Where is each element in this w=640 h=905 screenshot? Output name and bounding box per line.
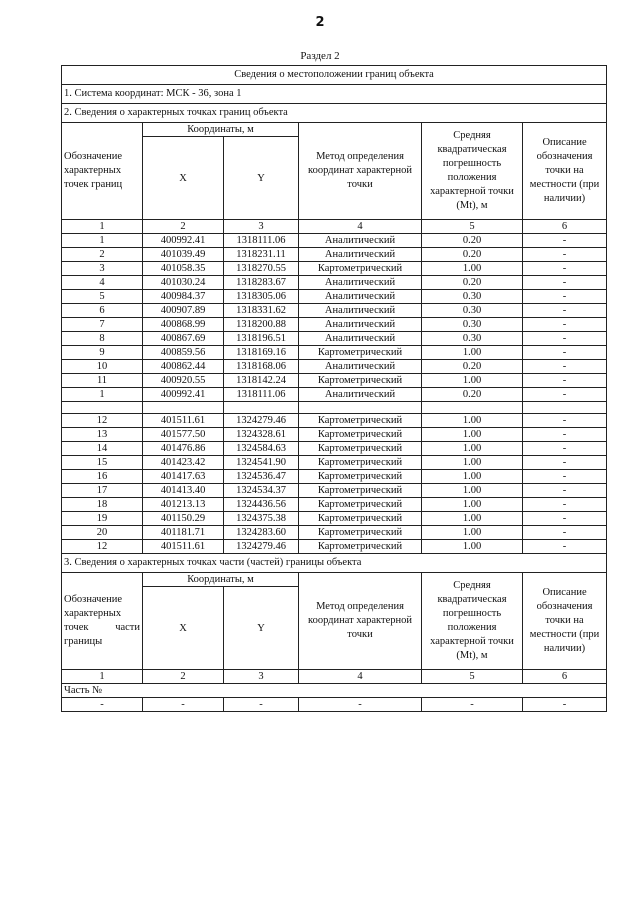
x-coordinate: 400859.56 xyxy=(143,346,224,360)
error-cell: 1.00 xyxy=(422,262,523,276)
column-number-cell: 3 xyxy=(224,220,299,234)
error-cell: 0.30 xyxy=(422,290,523,304)
y-coordinate: 1324536.47 xyxy=(224,470,299,484)
part-row xyxy=(62,698,607,712)
x-header: X xyxy=(143,137,224,220)
y-coordinate: 1318111.06 xyxy=(224,388,299,402)
table-row xyxy=(62,456,607,470)
point-number: 12 xyxy=(62,540,143,554)
point-number: 5 xyxy=(62,290,143,304)
x-coordinate: 401181.71 xyxy=(143,526,224,540)
point-number: 15 xyxy=(62,456,143,470)
table-row xyxy=(62,318,607,332)
x-coordinate: 401058.35 xyxy=(143,262,224,276)
description-cell: - xyxy=(523,262,607,276)
x-coordinate: 401413.40 xyxy=(143,484,224,498)
table-row xyxy=(62,276,607,290)
method-cell: Картометрический xyxy=(299,374,422,388)
part-cell: - xyxy=(62,698,143,712)
column-number-cell: 5 xyxy=(422,220,523,234)
description-cell: - xyxy=(523,484,607,498)
y-coordinate: 1324375.38 xyxy=(224,512,299,526)
description-cell: - xyxy=(523,290,607,304)
error-cell: 0.30 xyxy=(422,318,523,332)
error-cell: 1.00 xyxy=(422,414,523,428)
y-header: Y xyxy=(224,137,299,220)
point-number: 9 xyxy=(62,346,143,360)
table-row xyxy=(62,262,607,276)
description-cell: - xyxy=(523,248,607,262)
error-header-2: Средняя квадратическая погрешность положения характерной точки (Mt), м xyxy=(422,573,523,670)
table-row xyxy=(62,234,607,248)
description-cell: - xyxy=(523,234,607,248)
x-coordinate: 401213.13 xyxy=(143,498,224,512)
error-cell: 0.30 xyxy=(422,304,523,318)
description-cell: - xyxy=(523,428,607,442)
table-row xyxy=(62,442,607,456)
column-number-cell: 4 xyxy=(299,670,422,684)
section2-title: 2. Сведения о характерных точках границ объекта xyxy=(62,104,607,123)
method-cell: Аналитический xyxy=(299,248,422,262)
table-row xyxy=(62,484,607,498)
description-cell: - xyxy=(523,498,607,512)
method-header-2: Метод определения координат характерной точки xyxy=(299,573,422,670)
description-cell: - xyxy=(523,374,607,388)
point-number: 12 xyxy=(62,414,143,428)
description-cell: - xyxy=(523,360,607,374)
description-cell: - xyxy=(523,332,607,346)
error-cell: 1.00 xyxy=(422,428,523,442)
x-coordinate: 401423.42 xyxy=(143,456,224,470)
y-header-2: Y xyxy=(224,587,299,670)
x-coordinate: 401417.63 xyxy=(143,470,224,484)
boundaries-table xyxy=(61,65,607,712)
y-coordinate: 1324279.46 xyxy=(224,414,299,428)
error-cell: 1.00 xyxy=(422,512,523,526)
point-number: 7 xyxy=(62,318,143,332)
method-cell: Картометрический xyxy=(299,470,422,484)
table-row xyxy=(62,512,607,526)
x-coordinate: 401511.61 xyxy=(143,414,224,428)
method-cell: Аналитический xyxy=(299,318,422,332)
description-cell: - xyxy=(523,318,607,332)
description-cell: - xyxy=(523,388,607,402)
y-coordinate: 1318305.06 xyxy=(224,290,299,304)
description-cell: - xyxy=(523,540,607,554)
error-cell: 1.00 xyxy=(422,526,523,540)
error-cell: 0.20 xyxy=(422,360,523,374)
y-coordinate: 1318169.16 xyxy=(224,346,299,360)
x-coordinate: 401511.61 xyxy=(143,540,224,554)
y-coordinate: 1318283.67 xyxy=(224,276,299,290)
x-coordinate: 401030.24 xyxy=(143,276,224,290)
x-coordinate: 400862.44 xyxy=(143,360,224,374)
description-header: Описание обозначения точки на местности (при наличии) xyxy=(523,123,607,220)
method-cell: Картометрический xyxy=(299,442,422,456)
column-number-cell: 2 xyxy=(143,220,224,234)
x-coordinate: 401577.50 xyxy=(143,428,224,442)
point-number: 8 xyxy=(62,332,143,346)
error-cell: 1.00 xyxy=(422,540,523,554)
method-cell: Картометрический xyxy=(299,498,422,512)
column-number-cell: 1 xyxy=(62,220,143,234)
error-cell: 1.00 xyxy=(422,484,523,498)
description-header-2: Описание обозначения точки на местности (при наличии) xyxy=(523,573,607,670)
y-coordinate: 1324584.63 xyxy=(224,442,299,456)
y-coordinate: 1324283.60 xyxy=(224,526,299,540)
table-row xyxy=(62,360,607,374)
column-number-cell: 6 xyxy=(523,220,607,234)
column-number-cell: 3 xyxy=(224,670,299,684)
designation-part-header: Обозначение характерных точек части границы xyxy=(62,573,143,670)
column-numbers-row-2 xyxy=(62,670,607,684)
error-cell: 0.20 xyxy=(422,248,523,262)
description-cell: - xyxy=(523,346,607,360)
point-number: 13 xyxy=(62,428,143,442)
column-numbers-row xyxy=(62,220,607,234)
error-cell: 1.00 xyxy=(422,442,523,456)
x-header-2: X xyxy=(143,587,224,670)
table-row xyxy=(62,540,607,554)
method-cell: Аналитический xyxy=(299,360,422,374)
y-coordinate: 1324534.37 xyxy=(224,484,299,498)
y-coordinate: 1324279.46 xyxy=(224,540,299,554)
point-number: 14 xyxy=(62,442,143,456)
x-coordinate: 400920.55 xyxy=(143,374,224,388)
part-cell: - xyxy=(523,698,607,712)
table-row xyxy=(62,470,607,484)
section-label: Раздел 2 xyxy=(300,50,340,62)
error-cell: 0.20 xyxy=(422,276,523,290)
point-number: 2 xyxy=(62,248,143,262)
page-number: 2 xyxy=(315,15,325,30)
table-row xyxy=(62,304,607,318)
method-cell: Картометрический xyxy=(299,262,422,276)
point-number: 20 xyxy=(62,526,143,540)
table-row xyxy=(62,290,607,304)
point-number: 11 xyxy=(62,374,143,388)
part-cell: - xyxy=(299,698,422,712)
column-number-cell: 5 xyxy=(422,670,523,684)
column-number-cell: 4 xyxy=(299,220,422,234)
table-row xyxy=(62,388,607,402)
method-cell: Картометрический xyxy=(299,540,422,554)
table-row xyxy=(62,414,607,428)
y-coordinate: 1324436.56 xyxy=(224,498,299,512)
coords-header-2: Координаты, м xyxy=(143,573,299,587)
table-row xyxy=(62,374,607,388)
table-row xyxy=(62,332,607,346)
y-coordinate: 1318331.62 xyxy=(224,304,299,318)
table-row xyxy=(62,498,607,512)
point-number: 17 xyxy=(62,484,143,498)
description-cell: - xyxy=(523,276,607,290)
x-coordinate: 401476.86 xyxy=(143,442,224,456)
description-cell: - xyxy=(523,526,607,540)
point-number: 1 xyxy=(62,388,143,402)
x-coordinate: 400907.89 xyxy=(143,304,224,318)
x-coordinate: 400868.99 xyxy=(143,318,224,332)
column-number-cell: 6 xyxy=(523,670,607,684)
coord-system: 1. Система координат: МСК - 36, зона 1 xyxy=(62,85,607,104)
method-cell: Аналитический xyxy=(299,276,422,290)
designation-header: Обозначение характерных точек границ xyxy=(62,123,143,220)
error-cell: 0.20 xyxy=(422,234,523,248)
error-cell: 0.20 xyxy=(422,388,523,402)
error-cell: 1.00 xyxy=(422,346,523,360)
description-cell: - xyxy=(523,414,607,428)
description-cell: - xyxy=(523,304,607,318)
y-coordinate: 1318200.88 xyxy=(224,318,299,332)
point-number: 6 xyxy=(62,304,143,318)
point-number: 3 xyxy=(62,262,143,276)
y-coordinate: 1318196.51 xyxy=(224,332,299,346)
table-title: Сведения о местоположении границ объекта xyxy=(62,66,607,85)
part-label: Часть № xyxy=(62,684,607,698)
method-cell: Картометрический xyxy=(299,512,422,526)
description-cell: - xyxy=(523,512,607,526)
column-number-cell: 1 xyxy=(62,670,143,684)
table-row xyxy=(62,526,607,540)
point-number: 18 xyxy=(62,498,143,512)
method-cell: Картометрический xyxy=(299,456,422,470)
x-coordinate: 401150.29 xyxy=(143,512,224,526)
description-cell: - xyxy=(523,442,607,456)
part-cell: - xyxy=(143,698,224,712)
y-coordinate: 1318231.11 xyxy=(224,248,299,262)
table-row xyxy=(62,346,607,360)
x-coordinate: 400984.37 xyxy=(143,290,224,304)
part-cell: - xyxy=(224,698,299,712)
y-coordinate: 1318168.06 xyxy=(224,360,299,374)
method-cell: Картометрический xyxy=(299,346,422,360)
section3-title: 3. Сведения о характерных точках части (частей) границы объекта xyxy=(62,554,607,573)
x-coordinate: 400992.41 xyxy=(143,388,224,402)
point-number: 19 xyxy=(62,512,143,526)
method-cell: Аналитический xyxy=(299,290,422,304)
error-cell: 1.00 xyxy=(422,456,523,470)
y-coordinate: 1324541.90 xyxy=(224,456,299,470)
point-number: 10 xyxy=(62,360,143,374)
point-number: 1 xyxy=(62,234,143,248)
method-cell: Картометрический xyxy=(299,484,422,498)
point-number: 16 xyxy=(62,470,143,484)
y-coordinate: 1318270.55 xyxy=(224,262,299,276)
part-cell: - xyxy=(422,698,523,712)
x-coordinate: 400992.41 xyxy=(143,234,224,248)
y-coordinate: 1324328.61 xyxy=(224,428,299,442)
x-coordinate: 401039.49 xyxy=(143,248,224,262)
method-cell: Аналитический xyxy=(299,332,422,346)
y-coordinate: 1318142.24 xyxy=(224,374,299,388)
table-row xyxy=(62,428,607,442)
error-cell: 1.00 xyxy=(422,374,523,388)
method-cell: Аналитический xyxy=(299,388,422,402)
method-cell: Аналитический xyxy=(299,304,422,318)
method-cell: Аналитический xyxy=(299,234,422,248)
method-header: Метод определения координат характерной точки xyxy=(299,123,422,220)
method-cell: Картометрический xyxy=(299,428,422,442)
error-cell: 1.00 xyxy=(422,498,523,512)
error-cell: 0.30 xyxy=(422,332,523,346)
table-row xyxy=(62,248,607,262)
description-cell: - xyxy=(523,470,607,484)
column-number-cell: 2 xyxy=(143,670,224,684)
description-cell: - xyxy=(523,456,607,470)
x-coordinate: 400867.69 xyxy=(143,332,224,346)
method-cell: Картометрический xyxy=(299,526,422,540)
method-cell: Картометрический xyxy=(299,414,422,428)
point-number: 4 xyxy=(62,276,143,290)
y-coordinate: 1318111.06 xyxy=(224,234,299,248)
error-cell: 1.00 xyxy=(422,470,523,484)
group-gap-row xyxy=(62,402,607,414)
error-header: Средняя квадратическая погрешность положения характерной точки (Mt), м xyxy=(422,123,523,220)
coords-header: Координаты, м xyxy=(143,123,299,137)
